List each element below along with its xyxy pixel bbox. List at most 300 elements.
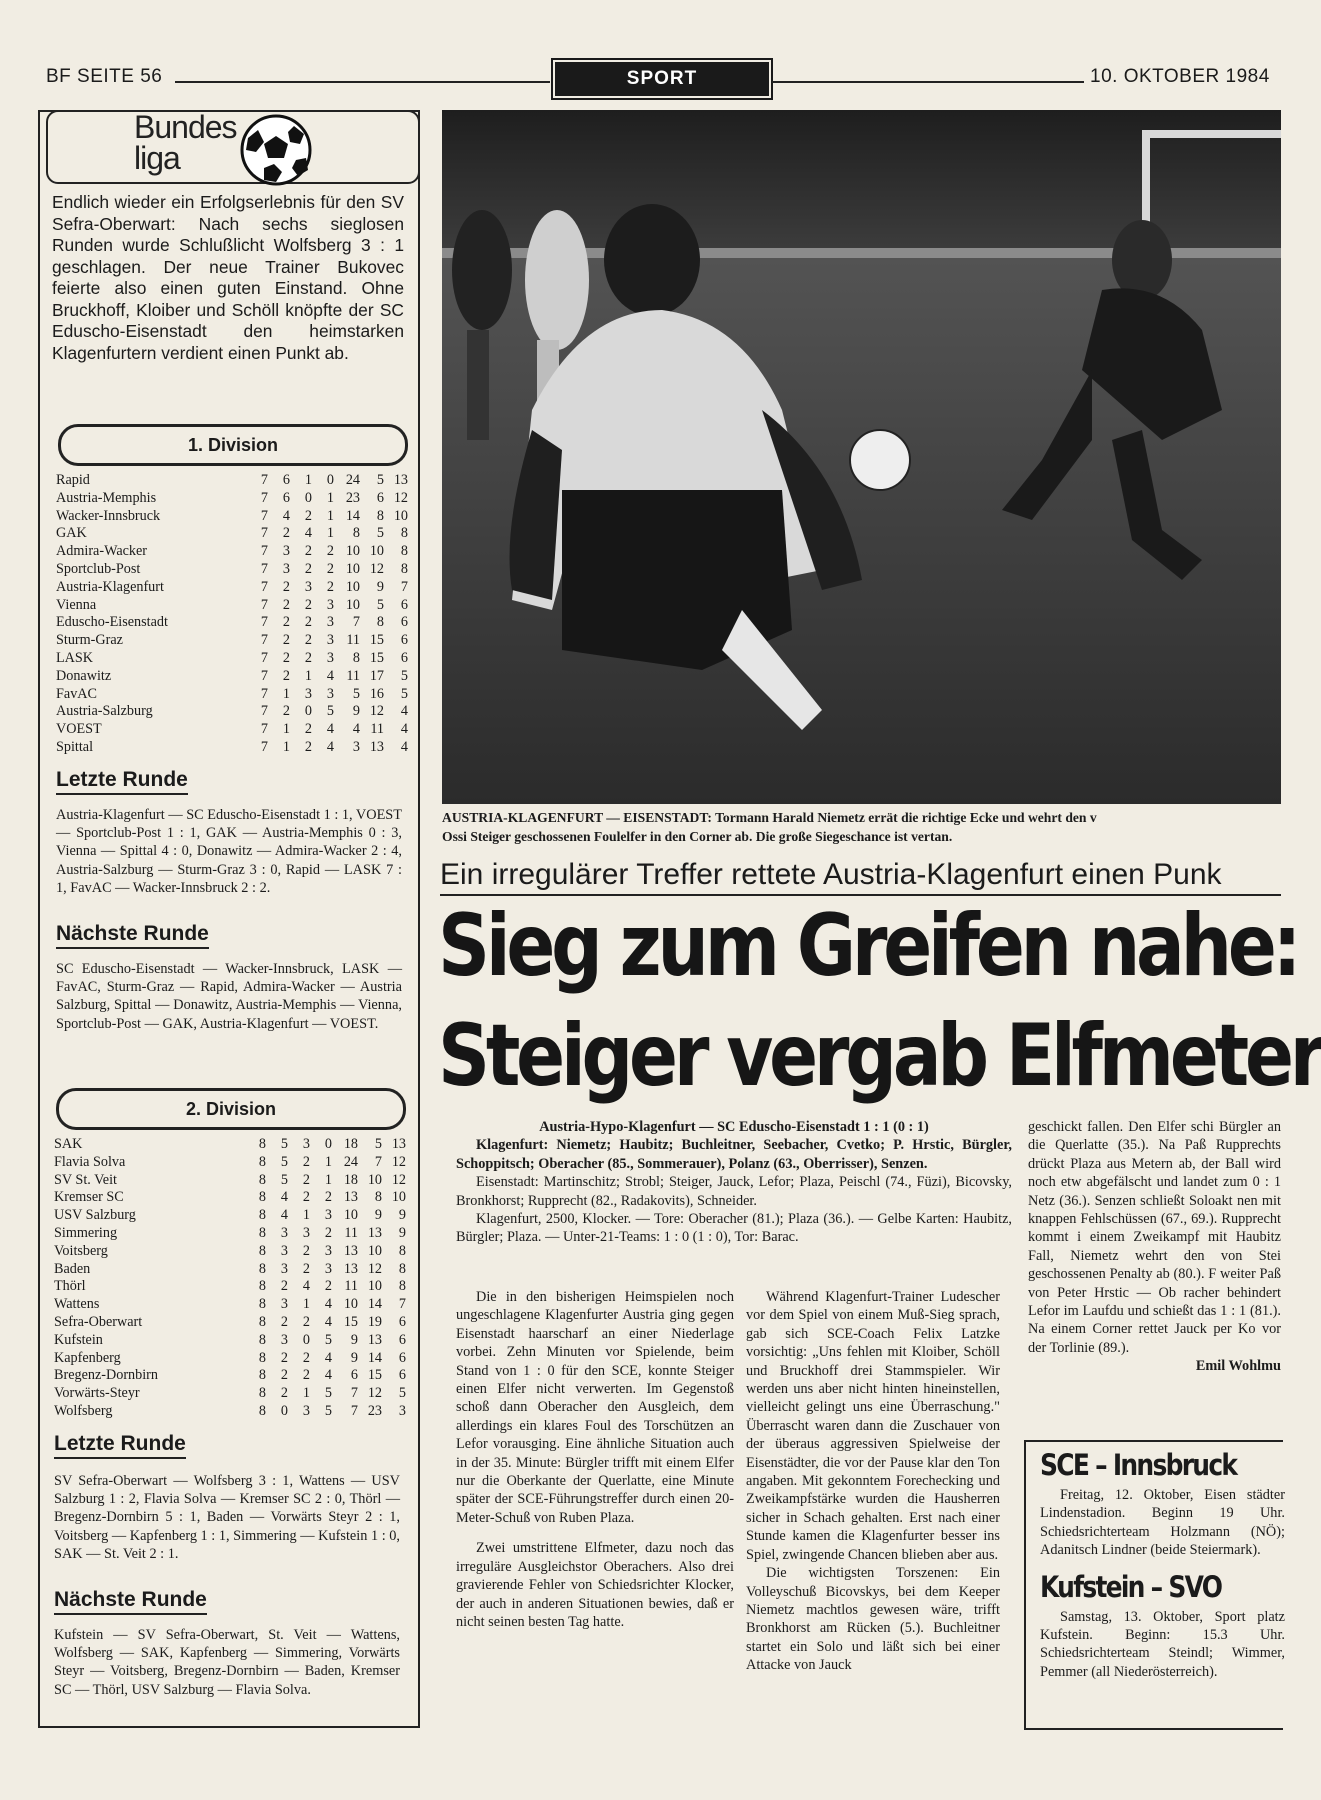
stat-w: 0 bbox=[280, 1402, 288, 1419]
stat-gf: 13 bbox=[343, 1189, 358, 1206]
stat-w: 2 bbox=[282, 614, 290, 631]
stat-pts: 5 bbox=[398, 1385, 406, 1402]
stat-pts: 7 bbox=[398, 1296, 406, 1313]
article-column-3 bbox=[1028, 1118, 1281, 1376]
section-label: SPORT bbox=[555, 62, 769, 96]
col1-paragraph-2: Zwei umstrittene Elfmeter, dazu noch das irreguläre Ausgleichstor Oberachers. Also drei gravierende Fehler von Schiedsrichter Klocker, der auch in anderen Situationen bewies, daß er nicht seinen besten Tag hatte. bbox=[456, 1540, 734, 1630]
team-name: Austria-Memphis bbox=[56, 489, 157, 506]
stat-pts: 8 bbox=[398, 1260, 406, 1277]
stat-w: 2 bbox=[280, 1349, 288, 1366]
table-row bbox=[56, 561, 408, 579]
team-name: Admira-Wacker bbox=[56, 543, 148, 560]
stat-ga: 8 bbox=[376, 614, 384, 631]
stat-pts: 7 bbox=[400, 578, 408, 595]
stat-l: 5 bbox=[324, 1331, 332, 1348]
stat-l: 1 bbox=[324, 1171, 332, 1188]
match-photo bbox=[442, 110, 1281, 804]
stat-w: 2 bbox=[282, 578, 290, 595]
stat-l: 2 bbox=[324, 1224, 332, 1241]
team-name: Eduscho-Eisenstadt bbox=[56, 614, 168, 631]
team-name: Vorwärts-Steyr bbox=[54, 1385, 140, 1402]
stat-gf: 6 bbox=[350, 1367, 358, 1384]
article-column-2 bbox=[746, 1288, 1000, 1675]
stat-ga: 11 bbox=[370, 721, 384, 738]
team-name: Voitsberg bbox=[54, 1242, 108, 1259]
stat-d: 2 bbox=[302, 1153, 310, 1170]
table-row bbox=[54, 1261, 406, 1279]
stat-gf: 13 bbox=[343, 1242, 358, 1259]
stat-w: 3 bbox=[280, 1242, 288, 1259]
stat-gf: 24 bbox=[345, 472, 360, 488]
stat-pts: 6 bbox=[400, 614, 408, 631]
stat-d: 2 bbox=[302, 1189, 310, 1206]
header-rule-right bbox=[772, 81, 1084, 83]
lineup-eisenstadt: Eisenstadt: Martinschitz; Strobl; Steiger, Jauck, Lefor; Plaza, Peischl (74., Füzi), Bicovsky, Bronkhorst; Rupprecht (82., Radakovits), Schneider. bbox=[456, 1174, 1012, 1209]
stat-pts: 12 bbox=[393, 489, 408, 506]
stat-w: 2 bbox=[282, 703, 290, 720]
stat-gf: 10 bbox=[345, 596, 360, 613]
stat-gf: 8 bbox=[352, 649, 360, 666]
page-number: BF SEITE 56 bbox=[46, 66, 163, 87]
table-row bbox=[54, 1136, 406, 1154]
team-name: Wattens bbox=[54, 1296, 100, 1313]
team-name: Kufstein bbox=[54, 1331, 103, 1348]
stat-pts: 9 bbox=[398, 1207, 406, 1224]
stat-d: 1 bbox=[304, 472, 312, 488]
stat-l: 2 bbox=[326, 543, 334, 560]
stat-d: 3 bbox=[302, 1224, 310, 1241]
stat-d: 3 bbox=[304, 578, 312, 595]
col3-text: geschickt fallen. Den Elfer schi Bürgler an die Querlatte (35.). Na Paß Rupprechts drückt Plaza aus Metern ab, der Ball wird noch etw abgefälscht und landet zum 0 : 1 Netz (36.). Senzen schließt Soloakt nen mit knappen Fehlschüssen (67., 69.). Rupprecht kommt i einem Zweikampf mit Haubitz Fall, Niemetz wehrt den von Stei geschossenen Penalty ab (80.). F weiter Paß von Peter Hrstic — Ob racher behindert Lefor im Laufdu und schießt das 1 : 1 (81.). Na einem Corner rettet Jauck per Ko vor der Torlinie (89.). bbox=[1028, 1119, 1281, 1356]
stat-ga: 19 bbox=[367, 1313, 382, 1330]
team-name: Simmering bbox=[54, 1224, 118, 1241]
stat-l: 1 bbox=[326, 507, 334, 524]
stat-gf: 9 bbox=[352, 703, 360, 720]
stat-w: 5 bbox=[280, 1136, 288, 1152]
table-row bbox=[56, 490, 408, 508]
match-info: Klagenfurt, 2500, Klocker. — Tore: Oberacher (81.); Plaza (36.). — Gelbe Karten: Haubitz, Bürgler; Plaza. — Unter-21-Teams: 1 : 0 (1 : 0), Tor: Barac. bbox=[456, 1211, 1012, 1246]
stat-w: 1 bbox=[282, 721, 290, 738]
stat-ga: 15 bbox=[369, 649, 384, 666]
stat-p: 7 bbox=[260, 507, 268, 524]
stat-p: 8 bbox=[258, 1171, 266, 1188]
stat-ga: 10 bbox=[367, 1278, 382, 1295]
team-name: Rapid bbox=[56, 472, 90, 488]
lineup-title: Austria-Hypo-Klagenfurt — SC Eduscho-Eisenstadt 1 : 1 (0 : 1) bbox=[539, 1119, 929, 1135]
table-row bbox=[56, 508, 408, 526]
table-row bbox=[56, 597, 408, 615]
stat-ga: 5 bbox=[376, 525, 384, 542]
team-name: Sportclub-Post bbox=[56, 560, 141, 577]
stat-w: 6 bbox=[282, 489, 290, 506]
stat-pts: 3 bbox=[398, 1402, 406, 1419]
caption-line2: Ossi Steiger geschossenen Foulelfer in den Corner ab. Die große Siegeschance ist vertan. bbox=[442, 829, 953, 844]
stat-w: 2 bbox=[282, 596, 290, 613]
stat-gf: 11 bbox=[346, 667, 360, 684]
table-row bbox=[54, 1189, 406, 1207]
stat-p: 7 bbox=[260, 703, 268, 720]
fixture-kufstein-svo-text: Samstag, 13. Oktober, Sport platz Kufstein. Beginn: 15.3 Uhr. Schiedsrichterteam Steindl; Wimmer, Pemmer (all Niederösterreich). bbox=[1040, 1608, 1285, 1680]
stat-w: 2 bbox=[282, 525, 290, 542]
article-author: Emil Wohlmu bbox=[1195, 1358, 1281, 1375]
team-name: Sturm-Graz bbox=[56, 632, 123, 649]
stat-gf: 10 bbox=[345, 543, 360, 560]
stat-pts: 5 bbox=[400, 685, 408, 702]
team-name: SV St. Veit bbox=[54, 1171, 117, 1188]
header-rule-left bbox=[175, 81, 550, 83]
team-name: Vienna bbox=[56, 596, 97, 613]
stat-pts: 6 bbox=[400, 632, 408, 649]
table-row bbox=[56, 525, 408, 543]
stat-l: 4 bbox=[324, 1367, 332, 1384]
stat-d: 0 bbox=[304, 703, 312, 720]
stat-l: 3 bbox=[326, 614, 334, 631]
table-row bbox=[54, 1225, 406, 1243]
stat-gf: 10 bbox=[343, 1207, 358, 1224]
stat-w: 3 bbox=[280, 1296, 288, 1313]
stat-d: 3 bbox=[302, 1402, 310, 1419]
stat-pts: 10 bbox=[391, 1189, 406, 1206]
stat-p: 8 bbox=[258, 1136, 266, 1152]
fixture-sce-innsbruck-title: SCE – Innsbruck bbox=[1040, 1448, 1237, 1482]
stat-l: 4 bbox=[326, 667, 334, 684]
stat-l: 3 bbox=[324, 1260, 332, 1277]
team-name: Sefra-Oberwart bbox=[54, 1313, 143, 1330]
team-name: Donawitz bbox=[56, 667, 112, 684]
stat-pts: 8 bbox=[398, 1278, 406, 1295]
caption-line1: Tormann Harald Niemetz errät die richtige Ecke und wehrt den v bbox=[715, 810, 1097, 825]
stat-pts: 8 bbox=[400, 525, 408, 542]
stat-gf: 9 bbox=[350, 1331, 358, 1348]
stat-gf: 7 bbox=[350, 1402, 358, 1419]
table-row bbox=[56, 579, 408, 597]
stat-p: 8 bbox=[258, 1242, 266, 1259]
stat-l: 2 bbox=[326, 578, 334, 595]
team-name: FavAC bbox=[56, 685, 97, 702]
stat-pts: 12 bbox=[391, 1171, 406, 1188]
division1-next-round-text: SC Eduscho-Eisenstadt — Wacker-Innsbruck, LASK — FavAC, Sturm-Graz — Rapid, Admira-Wacker — Austria Salzburg, Spittal — Donawitz, Austria-Memphis — Vienna, Sportclub-Post — GAK, Austria-Klagenfurt — VOEST. bbox=[56, 961, 402, 1032]
stat-gf: 24 bbox=[343, 1153, 358, 1170]
division2-table bbox=[54, 1136, 406, 1421]
stat-l: 4 bbox=[324, 1313, 332, 1330]
stat-ga: 12 bbox=[367, 1385, 382, 1402]
col2-paragraph-2: Die wichtigsten Torszenen: Ein Volleyschuß Bicovskys, bei dem Keeper Niemetz machtlos gewesen wäre, trifft Bronkhorst am Rücken (5.). Buchleitner startet ein Solo und läßt sich bei einer Attacke von Jauck bbox=[746, 1565, 1000, 1674]
stat-ga: 10 bbox=[367, 1171, 382, 1188]
team-name: USV Salzburg bbox=[54, 1207, 136, 1224]
division1-title: 1. Division bbox=[58, 424, 408, 466]
stat-ga: 13 bbox=[367, 1331, 382, 1348]
stat-pts: 6 bbox=[398, 1349, 406, 1366]
stat-ga: 15 bbox=[367, 1367, 382, 1384]
stat-pts: 5 bbox=[400, 667, 408, 684]
stat-ga: 13 bbox=[367, 1224, 382, 1241]
headline-line2: Steiger vergab Elfmeter bbox=[438, 1006, 1321, 1106]
stat-w: 3 bbox=[282, 543, 290, 560]
division1-last-round-text: Austria-Klagenfurt — SC Eduscho-Eisenstadt 1 : 1, VOEST — Sportclub-Post 1 : 1, GAK — Austria-Memphis 0 : 3, Vienna — Spittal 4 : 0, Donawitz — Admira-Wacker 2 : 4, Austria-Salzburg — Sturm-Graz 3 : 0, Rapid — LASK 7 : 1, FavAC — Wacker-Innsbruck 2 : 2. bbox=[56, 807, 402, 896]
stat-w: 2 bbox=[282, 667, 290, 684]
lineup-klagenfurt: Klagenfurt: Niemetz; Haubitz; Buchleitner, Seebacher, Cvetko; P. Hrstic, Bürgler, Schoppitsch; Oberacher (85., Sommerauer), Polanz (63., Oberrisser), Senzen. bbox=[456, 1137, 1012, 1172]
stat-pts: 6 bbox=[400, 649, 408, 666]
stat-w: 2 bbox=[282, 649, 290, 666]
stat-l: 2 bbox=[326, 560, 334, 577]
sidebar-intro: Endlich wieder ein Erfolgserlebnis für den SV Sefra-Oberwart: Nach sechs sieglosen Runden wurde Schlußlicht Wolfsberg 3 : 1 geschlagen. Der neue Trainer Bukovec feierte also einen guten Einstand. Ohne Bruckhoff, Kloiber und Schöll knöpfte der SC Eduscho-Eisenstadt den heimstarken Klagenfurtern verdient einen Punkt ab. bbox=[52, 192, 404, 363]
stat-l: 5 bbox=[326, 703, 334, 720]
stat-p: 8 bbox=[258, 1331, 266, 1348]
stat-l: 3 bbox=[324, 1242, 332, 1259]
stat-ga: 10 bbox=[369, 543, 384, 560]
table-row bbox=[54, 1350, 406, 1368]
fixture-kufstein-svo-title: Kufstein – SVO bbox=[1040, 1569, 1222, 1604]
stat-l: 4 bbox=[326, 738, 334, 755]
stat-l: 1 bbox=[326, 525, 334, 542]
stat-p: 7 bbox=[260, 596, 268, 613]
team-name: Kapfenberg bbox=[54, 1349, 121, 1366]
stat-p: 7 bbox=[260, 489, 268, 506]
stat-p: 8 bbox=[258, 1153, 266, 1170]
stat-l: 4 bbox=[324, 1296, 332, 1313]
stat-w: 1 bbox=[282, 685, 290, 702]
stat-ga: 16 bbox=[369, 685, 384, 702]
article-column-1 bbox=[456, 1288, 734, 1631]
stat-ga: 6 bbox=[376, 489, 384, 506]
stat-l: 5 bbox=[324, 1385, 332, 1402]
team-name: Wolfsberg bbox=[54, 1402, 113, 1419]
team-name: Austria-Salzburg bbox=[56, 703, 153, 720]
table-row bbox=[56, 614, 408, 632]
team-name: Spittal bbox=[56, 738, 94, 755]
stat-d: 1 bbox=[302, 1385, 310, 1402]
stat-p: 8 bbox=[258, 1313, 266, 1330]
stat-gf: 4 bbox=[352, 721, 360, 738]
stat-d: 1 bbox=[304, 667, 312, 684]
stat-p: 7 bbox=[260, 649, 268, 666]
stat-pts: 12 bbox=[391, 1153, 406, 1170]
stat-gf: 8 bbox=[352, 525, 360, 542]
stat-w: 2 bbox=[280, 1313, 288, 1330]
table-row bbox=[56, 650, 408, 668]
stat-p: 7 bbox=[260, 560, 268, 577]
table-row bbox=[56, 739, 408, 757]
table-row bbox=[54, 1403, 406, 1421]
col2-paragraph-1: Während Klagenfurt-Trainer Ludescher vor dem Spiel von einem Muß-Sieg sprach, gab sich SCE-Coach Felix Latzke vorsichtig: „Uns fehlen mit Kloiber, Schöll und Bruckhoff drei Stammspieler. Wir werden uns aber nicht hinten hineinstellen, vielleicht gelingt uns eine Überraschung." Überrascht waren dann die Zuschauer von der überaus aggressiven Spielweise der Eisenstädter, die vor der Pause klar den Ton angaben. Mit gekonntem Forechecking und Zweikampfstärke wurden die Hausherren sicher in Schach gehalten. Erst nach einer Stunde kamen die Klagenfurter besser ins Spiel, zwingende Chancen blieben aber aus. bbox=[746, 1289, 1000, 1563]
stat-p: 7 bbox=[260, 578, 268, 595]
stat-p: 7 bbox=[260, 525, 268, 542]
fixtures-box bbox=[1024, 1440, 1283, 1730]
stat-w: 2 bbox=[280, 1367, 288, 1384]
stat-d: 0 bbox=[304, 489, 312, 506]
stat-p: 7 bbox=[260, 472, 268, 488]
headline-line1: Sieg zum Greifen nahe: bbox=[438, 896, 1298, 996]
stat-d: 4 bbox=[302, 1278, 310, 1295]
stat-gf: 10 bbox=[345, 578, 360, 595]
stat-pts: 8 bbox=[398, 1242, 406, 1259]
table-row bbox=[56, 703, 408, 721]
stat-pts: 13 bbox=[393, 472, 408, 488]
stat-l: 1 bbox=[326, 489, 334, 506]
stat-d: 2 bbox=[304, 738, 312, 755]
stat-w: 4 bbox=[282, 507, 290, 524]
table-row bbox=[54, 1154, 406, 1172]
stat-gf: 15 bbox=[343, 1313, 358, 1330]
stat-p: 7 bbox=[260, 614, 268, 631]
team-name: Austria-Klagenfurt bbox=[56, 578, 164, 595]
stat-l: 3 bbox=[326, 649, 334, 666]
stat-ga: 13 bbox=[369, 738, 384, 755]
stat-d: 2 bbox=[304, 596, 312, 613]
stat-pts: 6 bbox=[400, 596, 408, 613]
stat-w: 6 bbox=[282, 472, 290, 488]
stat-d: 0 bbox=[302, 1331, 310, 1348]
stat-l: 3 bbox=[326, 596, 334, 613]
stat-d: 2 bbox=[302, 1349, 310, 1366]
division2-next-round-title: Nächste Runde bbox=[54, 1588, 207, 1615]
table-row bbox=[54, 1172, 406, 1190]
stat-w: 5 bbox=[280, 1171, 288, 1188]
stat-d: 2 bbox=[302, 1242, 310, 1259]
team-name: Flavia Solva bbox=[54, 1153, 126, 1170]
stat-d: 2 bbox=[302, 1367, 310, 1384]
stat-p: 8 bbox=[258, 1402, 266, 1419]
stat-p: 8 bbox=[258, 1367, 266, 1384]
stat-p: 7 bbox=[260, 721, 268, 738]
stat-ga: 9 bbox=[374, 1207, 382, 1224]
stat-ga: 12 bbox=[369, 703, 384, 720]
table-row bbox=[54, 1314, 406, 1332]
stat-l: 4 bbox=[324, 1349, 332, 1366]
stat-d: 3 bbox=[302, 1136, 310, 1152]
division1-next-round-title: Nächste Runde bbox=[56, 922, 209, 949]
stat-p: 8 bbox=[258, 1349, 266, 1366]
table-row bbox=[56, 721, 408, 739]
stat-gf: 23 bbox=[345, 489, 360, 506]
stat-w: 4 bbox=[280, 1189, 288, 1206]
stat-l: 3 bbox=[324, 1207, 332, 1224]
stat-ga: 14 bbox=[367, 1296, 382, 1313]
stat-gf: 13 bbox=[343, 1260, 358, 1277]
stat-pts: 10 bbox=[393, 507, 408, 524]
stat-l: 2 bbox=[324, 1189, 332, 1206]
team-name: GAK bbox=[56, 525, 87, 542]
table-row bbox=[56, 543, 408, 561]
stat-w: 2 bbox=[282, 632, 290, 649]
caption-lead: AUSTRIA-KLAGENFURT — EISENSTADT: bbox=[442, 810, 712, 825]
stat-w: 5 bbox=[280, 1153, 288, 1170]
stat-pts: 4 bbox=[400, 703, 408, 720]
stat-d: 2 bbox=[304, 649, 312, 666]
stat-d: 2 bbox=[304, 614, 312, 631]
table-row bbox=[54, 1367, 406, 1385]
stat-pts: 8 bbox=[400, 543, 408, 560]
stat-ga: 8 bbox=[374, 1189, 382, 1206]
division2-last-round-text: SV Sefra-Oberwart — Wolfsberg 3 : 1, Wattens — USV Salzburg 1 : 2, Flavia Solva — Kremser SC 2 : 0, Thörl — Bregenz-Dornbirn 5 : 1, Baden — Vorwärts Steyr 2 : 1, Voitsberg — Kapfenberg 1 : 1, Simmering — Kufstein 1 : 0, SAK — St. Veit 2 : 1. bbox=[54, 1473, 400, 1562]
team-name: Thörl bbox=[54, 1278, 86, 1295]
stat-gf: 11 bbox=[346, 632, 360, 649]
stat-ga: 23 bbox=[367, 1402, 382, 1419]
stat-gf: 7 bbox=[350, 1385, 358, 1402]
stat-p: 7 bbox=[260, 667, 268, 684]
football-icon bbox=[238, 112, 314, 188]
stat-gf: 11 bbox=[344, 1278, 358, 1295]
stat-d: 2 bbox=[304, 560, 312, 577]
stat-l: 3 bbox=[326, 632, 334, 649]
stat-w: 2 bbox=[280, 1278, 288, 1295]
stat-pts: 4 bbox=[400, 738, 408, 755]
bundesliga-logo-text: Bundes liga bbox=[134, 109, 237, 176]
table-row bbox=[54, 1278, 406, 1296]
stat-pts: 4 bbox=[400, 721, 408, 738]
stat-d: 2 bbox=[302, 1171, 310, 1188]
stat-l: 4 bbox=[326, 721, 334, 738]
stat-ga: 5 bbox=[374, 1136, 382, 1152]
division2-title: 2. Division bbox=[56, 1088, 406, 1130]
stat-p: 8 bbox=[258, 1385, 266, 1402]
stat-p: 8 bbox=[258, 1224, 266, 1241]
division2-next-round-text: Kufstein — SV Sefra-Oberwart, St. Veit — Wattens, Wolfsberg — SAK, Kapfenberg — Simmering, Vorwärts Steyr — Voitsberg, Bregenz-Dornbirn — Baden, Kremser SC — Thörl, USV Salzburg — Flavia Solva. bbox=[54, 1627, 400, 1698]
stat-p: 7 bbox=[260, 543, 268, 560]
stat-ga: 9 bbox=[376, 578, 384, 595]
stat-gf: 3 bbox=[352, 738, 360, 755]
table-row bbox=[54, 1207, 406, 1225]
stat-ga: 5 bbox=[376, 472, 384, 488]
team-name: Baden bbox=[54, 1260, 91, 1277]
stat-d: 2 bbox=[304, 632, 312, 649]
fixture-sce-innsbruck-text: Freitag, 12. Oktober, Eisen städter Lindenstadion. Beginn 19 Uhr. Schiedsrichterteam Holzmann (NÖ); Adanitsch Lindner (beide Steiermark). bbox=[1040, 1487, 1285, 1559]
lineup-block bbox=[456, 1118, 1012, 1247]
stat-d: 1 bbox=[302, 1207, 310, 1224]
division1-last-round-title: Letzte Runde bbox=[56, 768, 188, 795]
stat-p: 8 bbox=[258, 1260, 266, 1277]
stat-ga: 7 bbox=[374, 1153, 382, 1170]
table-row bbox=[54, 1243, 406, 1261]
stat-d: 2 bbox=[304, 507, 312, 524]
stat-ga: 14 bbox=[367, 1349, 382, 1366]
stat-gf: 18 bbox=[343, 1171, 358, 1188]
stat-p: 7 bbox=[260, 738, 268, 755]
stat-gf: 5 bbox=[352, 685, 360, 702]
team-name: Kremser SC bbox=[54, 1189, 124, 1206]
stat-gf: 18 bbox=[343, 1136, 358, 1152]
stat-pts: 6 bbox=[398, 1331, 406, 1348]
stat-d: 1 bbox=[302, 1296, 310, 1313]
team-name: LASK bbox=[56, 649, 94, 666]
table-row bbox=[56, 686, 408, 704]
table-row bbox=[56, 472, 408, 490]
stat-gf: 14 bbox=[345, 507, 360, 524]
table-row bbox=[56, 668, 408, 686]
stat-p: 7 bbox=[260, 632, 268, 649]
stat-ga: 12 bbox=[369, 560, 384, 577]
article-kicker: Ein irregulärer Treffer rettete Austria-Klagenfurt einen Punk bbox=[440, 858, 1281, 896]
team-name: Bregenz-Dornbirn bbox=[54, 1367, 159, 1384]
stat-l: 5 bbox=[324, 1402, 332, 1419]
stat-d: 2 bbox=[304, 543, 312, 560]
stat-pts: 13 bbox=[391, 1136, 406, 1152]
stat-w: 3 bbox=[282, 560, 290, 577]
stat-ga: 5 bbox=[376, 596, 384, 613]
stat-w: 2 bbox=[280, 1385, 288, 1402]
stat-l: 2 bbox=[324, 1278, 332, 1295]
stat-w: 1 bbox=[282, 738, 290, 755]
stat-w: 3 bbox=[280, 1224, 288, 1241]
team-name: Wacker-Innsbruck bbox=[56, 507, 161, 524]
division1-table bbox=[56, 472, 408, 757]
stat-ga: 8 bbox=[376, 507, 384, 524]
stat-l: 1 bbox=[324, 1153, 332, 1170]
stat-p: 8 bbox=[258, 1189, 266, 1206]
stat-pts: 9 bbox=[398, 1224, 406, 1241]
stat-gf: 11 bbox=[344, 1224, 358, 1241]
stat-pts: 6 bbox=[398, 1313, 406, 1330]
